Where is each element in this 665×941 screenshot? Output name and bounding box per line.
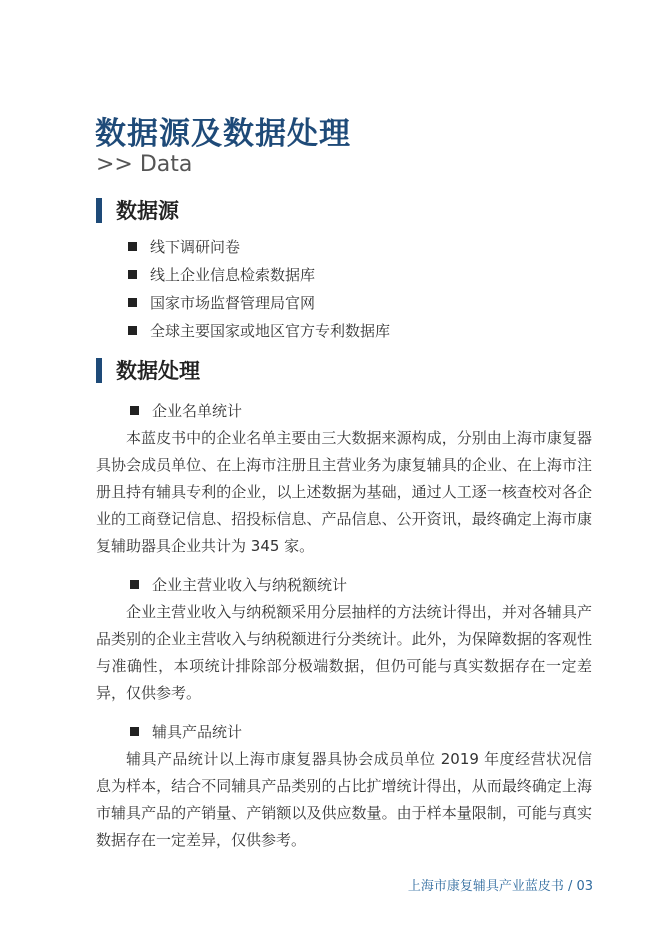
subsection-title-label: 企业名单统计 bbox=[152, 402, 243, 420]
source-list-item-label: 国家市场监督管理局官网 bbox=[150, 294, 316, 312]
page-footer: 上海市康复辅具产业蓝皮书 / 03 bbox=[407, 879, 593, 894]
square-bullet-icon bbox=[130, 580, 139, 589]
source-list-item bbox=[128, 264, 315, 285]
source-list-item bbox=[128, 292, 315, 313]
heading-bar-decoration bbox=[96, 358, 102, 383]
square-bullet-icon bbox=[130, 406, 139, 415]
page-subtitle: >> Data bbox=[96, 152, 193, 177]
subsection-paragraph: 辅具产品统计以上海市康复器具协会成员单位 2019 年度经营状况信息为样本，结合不同辅具产品类别的占比扩增统计得出，从而最终确定上海市辅具产品的产销量、产销额以及供应数量。由于样本量限制，可能与真实数据存在一定差异，仅供参考。 bbox=[96, 750, 592, 849]
subsection-title-label: 企业主营业收入与纳税额统计 bbox=[152, 576, 348, 594]
subsection-title-label: 辅具产品统计 bbox=[152, 723, 243, 741]
square-bullet-icon bbox=[130, 727, 139, 736]
heading-bar-decoration bbox=[96, 198, 102, 223]
subsection-title bbox=[130, 574, 347, 595]
square-bullet-icon bbox=[128, 298, 137, 307]
square-bullet-icon bbox=[128, 270, 137, 279]
section-heading-sources bbox=[96, 195, 179, 225]
source-list-item bbox=[128, 320, 390, 341]
subsection-title bbox=[130, 400, 242, 421]
source-list-item-label: 线上企业信息检索数据库 bbox=[150, 266, 316, 284]
section-heading-processing-label: 数据处理 bbox=[116, 359, 200, 383]
source-list-item-label: 线下调研问卷 bbox=[150, 238, 241, 256]
square-bullet-icon bbox=[128, 242, 137, 251]
section-heading-sources-label: 数据源 bbox=[116, 199, 179, 223]
source-list-item bbox=[128, 236, 240, 257]
square-bullet-icon bbox=[128, 326, 137, 335]
subsection-title bbox=[130, 721, 242, 742]
subsection-paragraph: 本蓝皮书中的企业名单主要由三大数据来源构成，分别由上海市康复器具协会成员单位、在上海市注册且主营业务为康复辅具的企业、在上海市注册且持有辅具专利的企业，以上述数据为基础，通过人工逐一核查校对各企业的工商登记信息、招投标信息、产品信息、公开资讯，最终确定上海市康复辅助器具企业共计为 345 家。 bbox=[96, 429, 592, 555]
source-list-item-label: 全球主要国家或地区官方专利数据库 bbox=[150, 322, 391, 340]
page-title: 数据源及数据处理 bbox=[95, 116, 351, 152]
section-heading-processing bbox=[96, 355, 200, 385]
subsection-paragraph: 企业主营业收入与纳税额采用分层抽样的方法统计得出，并对各辅具产品类别的企业主营收入与纳税额进行分类统计。此外，为保障数据的客观性与准确性，本项统计排除部分极端数据，但仍可能与真实数据存在一定差异，仅供参考。 bbox=[96, 603, 592, 702]
